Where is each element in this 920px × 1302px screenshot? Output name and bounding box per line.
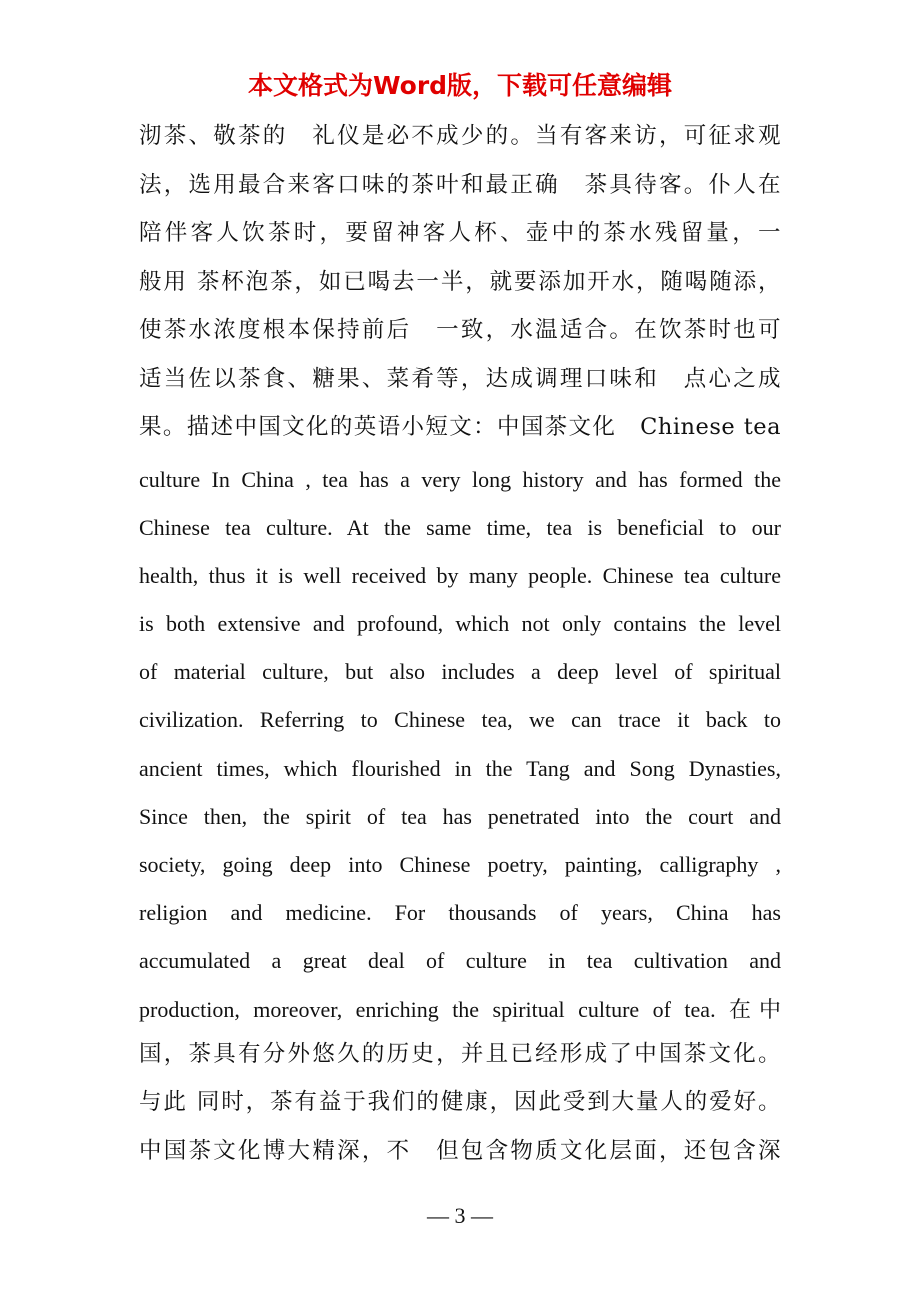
text-line: 国，茶具有分外悠久的历史，并且已经形成了中国茶文化。 xyxy=(139,1040,781,1067)
text-line: health, thus it is well received by many people. Chinese tea culture xyxy=(139,562,781,588)
text-line: accumulated a great deal of culture in tea cultivation and xyxy=(139,948,781,974)
text-line: 沏茶、敬茶的 礼仪是必不成少的。当有客来访，可征求观 xyxy=(139,123,781,149)
text-line: of material culture, but also includes a deep level of spiritual xyxy=(139,659,781,685)
text-line: Since then, the spirit of tea has penetrated into the court and xyxy=(139,803,781,829)
document-body xyxy=(139,116,781,1179)
text-line: ancient times, which flourished in the Tang and Song Dynasties, xyxy=(139,755,781,781)
text-line: 陪伴客人饮茶时，要留神客人杯、壶中的茶水残留量，一 xyxy=(139,220,781,246)
text-line: 与此 同时，茶有益于我们的健康，因此受到大量人的爱好。 xyxy=(139,1089,781,1116)
text-line: production, moreover, enriching the spiritual culture of tea. 在中 xyxy=(139,996,781,1022)
text-line: religion and medicine. For thousands of years, China has xyxy=(139,900,781,926)
text-line: 适当佐以茶食、糖果、菜肴等，达成调理口味和 点心之成 xyxy=(139,365,781,392)
text-line: 般用 茶杯泡茶，如已喝去一半，就要添加开水，随喝随添， xyxy=(139,268,781,295)
text-line: society, going deep into Chinese poetry, painting, calligraphy , xyxy=(139,852,781,877)
text-line: 中国茶文化博大精深，不 但包含物质文化层面，还包含深 xyxy=(139,1137,781,1164)
page-number: — 3 — xyxy=(427,1203,493,1228)
text-line: culture In China , tea has a very long history and has formed the xyxy=(139,466,781,492)
document-header-banner: 本文格式为Word版，下载可任意编辑 xyxy=(247,71,673,100)
text-line: Chinese tea culture. At the same time, tea is beneficial to our xyxy=(139,514,781,540)
text-line: is both extensive and profound, which not only contains the level xyxy=(139,611,781,637)
text-line: 法，选用最合来客口味的茶叶和最正确 茶具待客。仆人在 xyxy=(139,171,781,198)
text-line: 果。描述中国文化的英语小短文：中国茶文化 Chinese tea xyxy=(139,414,781,440)
text-line: civilization. Referring to Chinese tea, we can trace it back to xyxy=(139,707,781,733)
text-line: 使茶水浓度根本保持前后 一致，水温适合。在饮茶时也可 xyxy=(139,317,781,343)
